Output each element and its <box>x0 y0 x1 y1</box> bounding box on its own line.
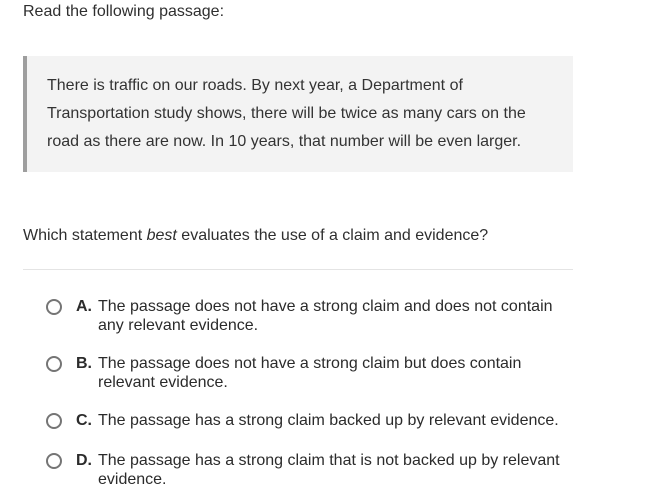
answer-choice-a[interactable] <box>46 297 576 335</box>
choice-text-a: The passage does not have a strong claim and does not contain any relevant evidence. <box>98 298 553 334</box>
choice-text-d: The passage has a strong claim that is not backed up by relevant evidence. <box>98 452 560 488</box>
choice-letter-c: C. <box>76 412 92 429</box>
question-text-after: evaluates the use of a claim and evidence? <box>176 227 489 244</box>
radio-button-b[interactable] <box>46 356 62 372</box>
answer-choice-c[interactable] <box>46 411 576 430</box>
choice-text-b: The passage does not have a strong claim but does contain relevant evidence. <box>98 355 522 391</box>
divider <box>23 269 573 270</box>
radio-button-d[interactable] <box>46 453 62 469</box>
choice-letter-a: A. <box>76 298 92 315</box>
question-text-before: Which statement <box>23 227 147 244</box>
answer-choice-d[interactable] <box>46 451 576 489</box>
passage-block <box>23 56 573 172</box>
choice-letter-d: D. <box>76 452 92 469</box>
instruction-text: Read the following passage: <box>23 3 225 20</box>
choice-text-c: The passage has a strong claim backed up by relevant evidence. <box>98 412 559 429</box>
radio-button-c[interactable] <box>46 413 62 429</box>
radio-button-a[interactable] <box>46 299 62 315</box>
question-prompt <box>23 226 488 246</box>
answer-choice-b[interactable] <box>46 354 576 392</box>
passage-text: There is traffic on our roads. By next year, a Department of Transportation study shows, there will be twice as many cars on the road as there are now. In 10 years, that number will be even larger. <box>47 77 526 150</box>
question-emphasis: best <box>146 227 177 244</box>
choice-letter-b: B. <box>76 355 92 372</box>
